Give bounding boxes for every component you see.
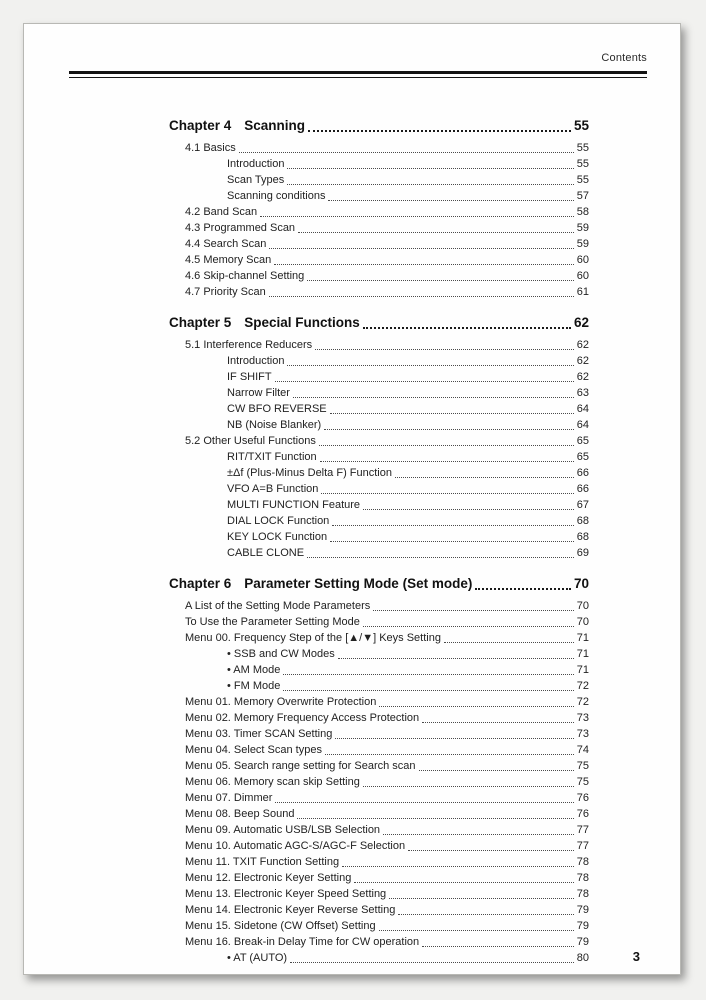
toc-entry-page-number: 75 xyxy=(576,760,589,772)
toc-entry xyxy=(169,630,589,646)
toc-entry xyxy=(169,529,589,545)
toc-entry-text: Introduction xyxy=(227,355,285,367)
dot-leader xyxy=(379,694,573,707)
dot-leader xyxy=(338,646,574,659)
toc-entry xyxy=(169,758,589,774)
dot-leader xyxy=(321,481,573,494)
toc-entry xyxy=(169,497,589,513)
toc-entry-page-number: 79 xyxy=(576,904,589,916)
chapter-label: Chapter 5 xyxy=(169,315,232,330)
toc-entry xyxy=(169,513,589,529)
chapter-label: Chapter 4 xyxy=(169,118,232,133)
toc xyxy=(169,116,589,966)
toc-entry xyxy=(169,268,589,284)
toc-entry-text: 4.3 Programmed Scan xyxy=(185,222,296,234)
toc-entry-text: KEY LOCK Function xyxy=(227,531,328,543)
dot-leader xyxy=(389,886,574,899)
toc-entry-text: Scanning conditions xyxy=(227,190,326,202)
toc-entry xyxy=(169,870,589,886)
toc-entry-text: Menu 06. Memory scan skip Setting xyxy=(185,776,360,788)
dot-leader xyxy=(363,497,574,510)
dot-leader xyxy=(332,513,573,526)
chapter-page-number: 62 xyxy=(573,315,589,330)
toc-entry-page-number: 78 xyxy=(576,872,589,884)
toc-entry xyxy=(169,284,589,300)
toc-entry-page-number: 66 xyxy=(576,467,589,479)
toc-entry xyxy=(169,449,589,465)
dot-leader xyxy=(373,598,573,611)
toc-entry-page-number: 61 xyxy=(576,286,589,298)
dot-leader xyxy=(287,156,573,169)
toc-entry-text: Menu 05. Search range setting for Search scan xyxy=(185,760,416,772)
toc-entry-text: 5.1 Interference Reducers xyxy=(185,339,313,351)
dot-leader xyxy=(324,417,574,430)
footer-page-number: 3 xyxy=(632,949,640,964)
toc-entry-page-number: 71 xyxy=(576,648,589,660)
dot-leader xyxy=(283,678,573,691)
toc-entry-page-number: 67 xyxy=(576,499,589,511)
dot-leader xyxy=(287,353,573,366)
dot-leader xyxy=(320,449,574,462)
toc-entry-text: Introduction xyxy=(227,158,285,170)
toc-entry-text: • AM Mode xyxy=(227,664,281,676)
toc-entry-page-number: 77 xyxy=(576,840,589,852)
toc-entry-text: Menu 04. Select Scan types xyxy=(185,744,322,756)
dot-leader xyxy=(475,574,571,590)
chapter-label: Chapter 6 xyxy=(169,576,232,591)
dot-leader xyxy=(260,204,574,217)
toc-entry-page-number: 66 xyxy=(576,483,589,495)
toc-entry-text: 4.5 Memory Scan xyxy=(185,254,272,266)
toc-entry-page-number: 76 xyxy=(576,792,589,804)
toc-entry xyxy=(169,172,589,188)
chapter-page-number: 70 xyxy=(573,576,589,591)
toc-entry xyxy=(169,236,589,252)
toc-entry-text: Menu 16. Break-in Delay Time for CW operation xyxy=(185,936,420,948)
toc-entry-page-number: 78 xyxy=(576,888,589,900)
dot-leader xyxy=(419,758,574,771)
toc-entry xyxy=(169,337,589,353)
toc-entry xyxy=(169,156,589,172)
dot-leader xyxy=(307,268,574,281)
chapter-title: Special Functions xyxy=(244,315,360,330)
toc-entry-page-number: 80 xyxy=(576,952,589,964)
toc-entry-text: A List of the Setting Mode Parameters xyxy=(185,600,371,612)
toc-entry-text: NB (Noise Blanker) xyxy=(227,419,322,431)
dot-leader xyxy=(283,662,573,675)
dot-leader xyxy=(330,529,574,542)
toc-entry-text: Menu 10. Automatic AGC-S/AGC-F Selection xyxy=(185,840,406,852)
toc-entry-page-number: 71 xyxy=(576,664,589,676)
toc-entry xyxy=(169,742,589,758)
dot-leader xyxy=(422,934,574,947)
toc-entry-page-number: 71 xyxy=(576,632,589,644)
toc-entry-text: 4.2 Band Scan xyxy=(185,206,258,218)
toc-entry-text: Menu 09. Automatic USB/LSB Selection xyxy=(185,824,381,836)
dot-leader xyxy=(330,401,574,414)
dot-leader xyxy=(422,710,574,723)
toc-entry xyxy=(169,369,589,385)
toc-entry-text: Menu 02. Memory Frequency Access Protection xyxy=(185,712,420,724)
dot-leader xyxy=(383,822,574,835)
toc-entry xyxy=(169,774,589,790)
toc-entry-text: IF SHIFT xyxy=(227,371,272,383)
toc-entry-page-number: 63 xyxy=(576,387,589,399)
chapter-title: Scanning xyxy=(244,118,306,133)
toc-entry-text: Menu 13. Electronic Keyer Speed Setting xyxy=(185,888,387,900)
toc-entry-page-number: 60 xyxy=(576,254,589,266)
dot-leader xyxy=(328,188,573,201)
toc-entry-text: 4.6 Skip-channel Setting xyxy=(185,270,305,282)
toc-entry xyxy=(169,678,589,694)
toc-entry-text: 4.1 Basics xyxy=(185,142,236,154)
toc-entry-text: DIAL LOCK Function xyxy=(227,515,330,527)
dot-leader xyxy=(444,630,574,643)
toc-entry-text: CW BFO REVERSE xyxy=(227,403,327,415)
toc-entry-page-number: 55 xyxy=(576,142,589,154)
toc-entry-page-number: 62 xyxy=(576,371,589,383)
toc-entry xyxy=(169,545,589,561)
toc-entry-page-number: 55 xyxy=(576,158,589,170)
chapter-page-number: 55 xyxy=(573,118,589,133)
toc-chapter-heading xyxy=(169,574,589,594)
dot-leader xyxy=(398,902,573,915)
toc-entry-page-number: 77 xyxy=(576,824,589,836)
toc-entry-page-number: 65 xyxy=(576,435,589,447)
toc-entry-text: Menu 14. Electronic Keyer Reverse Setting xyxy=(185,904,396,916)
dot-leader xyxy=(308,116,571,132)
toc-entry xyxy=(169,902,589,918)
toc-entry-text: 4.7 Priority Scan xyxy=(185,286,266,298)
toc-entry-text: Menu 07. Dimmer xyxy=(185,792,273,804)
toc-entry xyxy=(169,710,589,726)
toc-entry-page-number: 68 xyxy=(576,515,589,527)
toc-entry-text: 4.4 Search Scan xyxy=(185,238,267,250)
toc-entry xyxy=(169,252,589,268)
dot-leader xyxy=(363,313,571,329)
header-double-rule xyxy=(69,71,647,78)
toc-entry-page-number: 79 xyxy=(576,936,589,948)
toc-entry-page-number: 64 xyxy=(576,403,589,415)
document-page xyxy=(23,23,681,975)
toc-entry-text: Menu 03. Timer SCAN Setting xyxy=(185,728,333,740)
contents-label: Contents xyxy=(601,52,647,64)
toc-entry xyxy=(169,140,589,156)
toc-entry xyxy=(169,433,589,449)
dot-leader xyxy=(307,545,574,558)
toc-entry-page-number: 70 xyxy=(576,600,589,612)
toc-entry-page-number: 59 xyxy=(576,222,589,234)
toc-entry-page-number: 58 xyxy=(576,206,589,218)
toc-entry xyxy=(169,385,589,401)
toc-entry xyxy=(169,662,589,678)
toc-entry-page-number: 62 xyxy=(576,339,589,351)
toc-entry-text: Menu 15. Sidetone (CW Offset) Setting xyxy=(185,920,376,932)
toc-entry-text: ±Δf (Plus-Minus Delta F) Function xyxy=(227,467,392,479)
toc-entry-page-number: 75 xyxy=(576,776,589,788)
toc-entry-page-number: 72 xyxy=(576,680,589,692)
toc-entry-text: Menu 12. Electronic Keyer Setting xyxy=(185,872,352,884)
dot-leader xyxy=(269,236,573,249)
toc-entry-page-number: 62 xyxy=(576,355,589,367)
toc-entry-text: Menu 11. TXIT Function Setting xyxy=(185,856,340,868)
toc-entry xyxy=(169,790,589,806)
toc-entry-page-number: 70 xyxy=(576,616,589,628)
toc-entry-text: Narrow Filter xyxy=(227,387,290,399)
toc-entry-page-number: 73 xyxy=(576,728,589,740)
toc-entry-page-number: 69 xyxy=(576,547,589,559)
chapter-title: Parameter Setting Mode (Set mode) xyxy=(244,576,473,591)
toc-entry xyxy=(169,598,589,614)
toc-entry xyxy=(169,188,589,204)
toc-entry-page-number: 78 xyxy=(576,856,589,868)
dot-leader xyxy=(297,806,573,819)
dot-leader xyxy=(290,950,574,963)
dot-leader xyxy=(269,284,574,297)
toc-entry-page-number: 55 xyxy=(576,174,589,186)
dot-leader xyxy=(354,870,573,883)
dot-leader xyxy=(325,742,574,755)
toc-entry-text: • AT (AUTO) xyxy=(227,952,288,964)
dot-leader xyxy=(298,220,574,233)
toc-entry-text: Menu 08. Beep Sound xyxy=(185,808,295,820)
toc-entry xyxy=(169,614,589,630)
toc-entry-page-number: 59 xyxy=(576,238,589,250)
toc-entry-text: To Use the Parameter Setting Mode xyxy=(185,616,360,628)
toc-entry xyxy=(169,822,589,838)
toc-entry-page-number: 65 xyxy=(576,451,589,463)
toc-entry xyxy=(169,465,589,481)
toc-entry xyxy=(169,204,589,220)
dot-leader xyxy=(379,918,574,931)
dot-leader xyxy=(363,774,574,787)
toc-entry xyxy=(169,918,589,934)
toc-entry-page-number: 60 xyxy=(576,270,589,282)
toc-entry xyxy=(169,934,589,950)
toc-entry xyxy=(169,854,589,870)
toc-entry-page-number: 74 xyxy=(576,744,589,756)
toc-entry xyxy=(169,950,589,966)
dot-leader xyxy=(335,726,573,739)
toc-entry xyxy=(169,886,589,902)
dot-leader xyxy=(275,369,574,382)
toc-entry-text: 5.2 Other Useful Functions xyxy=(185,435,316,447)
dot-leader xyxy=(363,614,574,627)
page-header xyxy=(69,52,647,78)
dot-leader xyxy=(275,790,573,803)
toc-entry-page-number: 68 xyxy=(576,531,589,543)
toc-entry-text: Menu 01. Memory Overwrite Protection xyxy=(185,696,377,708)
dot-leader xyxy=(274,252,574,265)
toc-entry xyxy=(169,481,589,497)
toc-entry xyxy=(169,806,589,822)
toc-entry-page-number: 79 xyxy=(576,920,589,932)
dot-leader xyxy=(408,838,574,851)
toc-entry xyxy=(169,694,589,710)
toc-entry-page-number: 76 xyxy=(576,808,589,820)
toc-entry-text: VFO A=B Function xyxy=(227,483,319,495)
toc-chapter-heading xyxy=(169,313,589,333)
toc-entry-text: RIT/TXIT Function xyxy=(227,451,317,463)
toc-entry-text: • FM Mode xyxy=(227,680,281,692)
toc-entry xyxy=(169,417,589,433)
toc-entry xyxy=(169,401,589,417)
toc-entry-page-number: 64 xyxy=(576,419,589,431)
toc-entry-page-number: 73 xyxy=(576,712,589,724)
toc-entry xyxy=(169,353,589,369)
toc-chapter-heading xyxy=(169,116,589,136)
toc-entry xyxy=(169,220,589,236)
toc-entry-page-number: 57 xyxy=(576,190,589,202)
dot-leader xyxy=(342,854,574,867)
toc-entry-text: MULTI FUNCTION Feature xyxy=(227,499,361,511)
toc-entry-text: • SSB and CW Modes xyxy=(227,648,335,660)
dot-leader xyxy=(287,172,573,185)
dot-leader xyxy=(319,433,574,446)
dot-leader xyxy=(239,140,574,153)
dot-leader xyxy=(293,385,574,398)
toc-entry-text: Menu 00. Frequency Step of the [▲/▼] Keys Setting xyxy=(185,632,441,644)
toc-entry xyxy=(169,726,589,742)
toc-entry-page-number: 72 xyxy=(576,696,589,708)
toc-entry xyxy=(169,838,589,854)
dot-leader xyxy=(395,465,574,478)
toc-entry-text: CABLE CLONE xyxy=(227,547,305,559)
toc-entry xyxy=(169,646,589,662)
dot-leader xyxy=(315,337,574,350)
toc-entry-text: Scan Types xyxy=(227,174,285,186)
